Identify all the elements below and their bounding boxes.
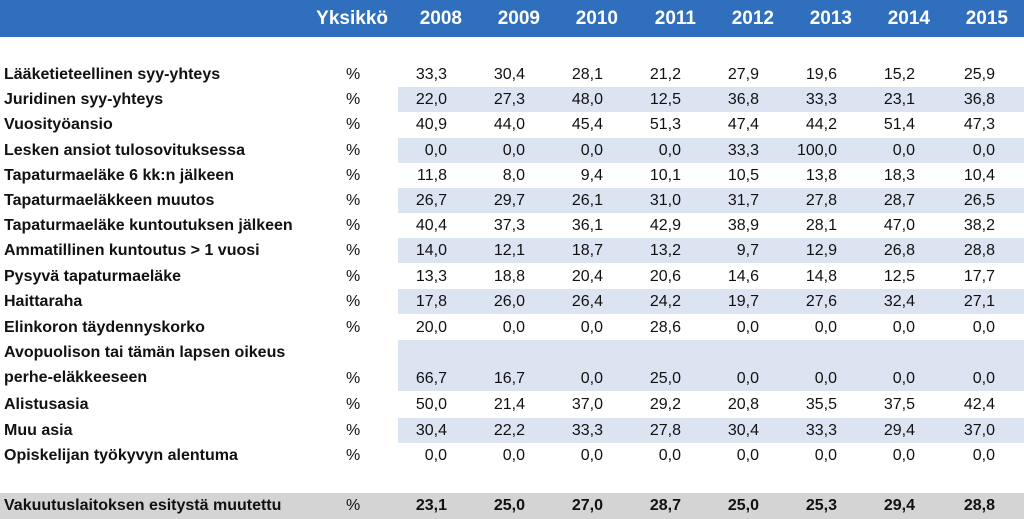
cell-value-2014: 0,0 xyxy=(892,370,915,387)
cell-value-2009: 16,7 xyxy=(493,370,525,387)
row-label: Tapaturmaeläke 6 kk:n jälkeen xyxy=(4,167,235,184)
year-header-2013: 2013 xyxy=(809,8,852,29)
row-unit: % xyxy=(346,497,361,514)
cell-value-2010: 27,0 xyxy=(571,497,603,514)
cell-value-2014: 29,4 xyxy=(883,422,915,439)
table-row xyxy=(0,62,1024,87)
row-unit: % xyxy=(346,422,361,439)
cell-value-2009: 18,8 xyxy=(493,268,525,285)
cell-value-2013: 0,0 xyxy=(814,447,837,464)
row-label-continued: perhe-eläkkeeseen xyxy=(4,369,148,386)
cell-value-2014: 0,0 xyxy=(892,142,915,159)
row-label: Alistusasia xyxy=(4,396,89,413)
cell-value-2011: 31,0 xyxy=(649,192,681,209)
cell-value-2010: 18,7 xyxy=(571,242,603,259)
cell-value-2010: 48,0 xyxy=(571,91,603,108)
cell-value-2011: 27,8 xyxy=(649,422,681,439)
row-label: Opiskelijan työkyvyn alentuma xyxy=(4,447,238,464)
row-unit: % xyxy=(346,142,361,159)
row-label: Lesken ansiot tulosovituksessa xyxy=(4,142,245,159)
cell-value-2009: 0,0 xyxy=(502,447,525,464)
cell-value-2014: 28,7 xyxy=(883,192,915,209)
cell-value-2008: 17,8 xyxy=(415,293,447,310)
cell-value-2013: 100,0 xyxy=(796,142,837,159)
table-row xyxy=(0,112,1024,137)
cell-value-2012: 0,0 xyxy=(736,319,759,336)
cell-value-2008: 26,7 xyxy=(415,192,447,209)
cell-value-2013: 0,0 xyxy=(814,370,837,387)
cell-value-2011: 0,0 xyxy=(658,142,681,159)
cell-value-2011: 24,2 xyxy=(649,293,681,310)
cell-value-2013: 33,3 xyxy=(805,91,837,108)
cell-value-2014: 37,5 xyxy=(883,396,915,413)
cell-value-2014: 18,3 xyxy=(883,167,915,184)
cell-value-2011: 28,7 xyxy=(649,497,681,514)
row-unit: % xyxy=(346,116,361,133)
row-label: Pysyvä tapaturmaeläke xyxy=(4,268,181,285)
table-row xyxy=(0,87,1024,112)
cell-value-2008: 40,9 xyxy=(415,116,447,133)
table-row xyxy=(0,315,1024,340)
cell-value-2011: 28,6 xyxy=(649,319,681,336)
cell-value-2009: 30,4 xyxy=(493,66,525,83)
row-label: Lääketieteellinen syy-yhteys xyxy=(4,66,221,83)
row-unit: % xyxy=(346,293,361,310)
cell-value-2014: 12,5 xyxy=(883,268,915,285)
cell-value-2008: 11,8 xyxy=(417,167,447,184)
cell-value-2015: 0,0 xyxy=(972,142,995,159)
row-label: Muu asia xyxy=(4,422,73,439)
cell-value-2012: 33,3 xyxy=(727,142,759,159)
cell-value-2009: 44,0 xyxy=(493,116,525,133)
cell-value-2014: 29,4 xyxy=(883,497,915,514)
cell-value-2013: 35,5 xyxy=(805,396,837,413)
cell-value-2009: 27,3 xyxy=(493,91,525,108)
cell-value-2010: 36,1 xyxy=(571,217,603,234)
cell-value-2015: 28,8 xyxy=(963,497,995,514)
row-label: Vakuutuslaitoksen esitystä muutettu xyxy=(4,497,282,514)
cell-value-2008: 0,0 xyxy=(424,142,447,159)
cell-value-2012: 27,9 xyxy=(727,66,759,83)
cell-value-2013: 27,6 xyxy=(805,293,837,310)
cell-value-2015: 26,5 xyxy=(963,192,995,209)
row-unit: % xyxy=(346,370,361,387)
year-header-2015: 2015 xyxy=(965,8,1008,29)
table-row xyxy=(0,138,1024,163)
cell-value-2008: 22,0 xyxy=(415,91,447,108)
table-row xyxy=(0,392,1024,417)
row-unit: % xyxy=(346,268,361,285)
cell-value-2010: 0,0 xyxy=(580,370,603,387)
cell-value-2015: 0,0 xyxy=(972,447,995,464)
year-header-2012: 2012 xyxy=(731,8,774,29)
total-row xyxy=(0,493,1024,519)
table-row xyxy=(0,418,1024,443)
cell-value-2015: 17,7 xyxy=(963,268,995,285)
year-header-2009: 2009 xyxy=(497,8,540,29)
cell-value-2009: 22,2 xyxy=(493,422,525,439)
row-label: Tapaturmaeläke kuntoutuksen jälkeen xyxy=(4,217,293,234)
cell-value-2010: 45,4 xyxy=(571,116,603,133)
cell-value-2012: 0,0 xyxy=(736,370,759,387)
row-label: Tapaturmaeläkkeen muutos xyxy=(4,192,215,209)
cell-value-2008: 50,0 xyxy=(415,396,447,413)
cell-value-2009: 0,0 xyxy=(502,142,525,159)
cell-value-2012: 25,0 xyxy=(727,497,759,514)
cell-value-2009: 29,7 xyxy=(493,192,525,209)
row-unit: % xyxy=(346,447,361,464)
row-label: Ammatillinen kuntoutus > 1 vuosi xyxy=(4,242,260,259)
table-row xyxy=(0,238,1024,263)
cell-value-2010: 0,0 xyxy=(580,447,603,464)
cell-value-2010: 20,4 xyxy=(571,268,603,285)
cell-value-2011: 13,2 xyxy=(649,242,681,259)
cell-value-2009: 0,0 xyxy=(502,319,525,336)
year-header-2010: 2010 xyxy=(575,8,618,29)
cell-value-2011: 12,5 xyxy=(649,91,681,108)
cell-value-2014: 0,0 xyxy=(892,319,915,336)
cell-value-2014: 26,8 xyxy=(883,242,915,259)
cell-value-2015: 25,9 xyxy=(963,66,995,83)
cell-value-2012: 47,4 xyxy=(727,116,759,133)
cell-value-2012: 20,8 xyxy=(727,396,759,413)
cell-value-2009: 37,3 xyxy=(493,217,525,234)
year-header-2008: 2008 xyxy=(419,8,462,29)
cell-value-2011: 10,1 xyxy=(649,167,681,184)
row-label: Juridinen syy-yhteys xyxy=(4,91,164,108)
cell-value-2011: 20,6 xyxy=(649,268,681,285)
cell-value-2008: 0,0 xyxy=(424,447,447,464)
cell-value-2009: 25,0 xyxy=(493,497,525,514)
cell-value-2009: 12,1 xyxy=(493,242,525,259)
cell-value-2014: 51,4 xyxy=(883,116,915,133)
cell-value-2013: 28,1 xyxy=(805,217,837,234)
row-unit: % xyxy=(346,396,361,413)
cell-value-2015: 0,0 xyxy=(972,370,995,387)
cell-value-2011: 42,9 xyxy=(649,217,681,234)
cell-value-2015: 37,0 xyxy=(963,422,995,439)
row-label: Haittaraha xyxy=(4,293,83,310)
cell-value-2010: 0,0 xyxy=(580,142,603,159)
row-unit: % xyxy=(346,242,361,259)
table-row xyxy=(0,340,1024,391)
cell-value-2012: 36,8 xyxy=(727,91,759,108)
table-row xyxy=(0,213,1024,238)
cell-value-2015: 38,2 xyxy=(963,217,995,234)
cell-value-2011: 29,2 xyxy=(649,396,681,413)
year-header-2011: 2011 xyxy=(654,8,696,29)
table-row xyxy=(0,264,1024,289)
row-unit: % xyxy=(346,91,361,108)
cell-value-2012: 31,7 xyxy=(727,192,759,209)
unit-column-header: Yksikkö xyxy=(316,8,388,29)
cell-value-2010: 33,3 xyxy=(571,422,603,439)
cell-value-2012: 19,7 xyxy=(727,293,759,310)
cell-value-2008: 66,7 xyxy=(415,370,447,387)
cell-value-2010: 9,4 xyxy=(580,167,603,184)
cell-value-2008: 23,1 xyxy=(415,497,447,514)
row-unit: % xyxy=(346,192,361,209)
cell-value-2010: 37,0 xyxy=(571,396,603,413)
cell-value-2012: 0,0 xyxy=(736,447,759,464)
cell-value-2012: 38,9 xyxy=(727,217,759,234)
cell-value-2008: 30,4 xyxy=(415,422,447,439)
cell-value-2013: 19,6 xyxy=(805,66,837,83)
cell-value-2013: 0,0 xyxy=(814,319,837,336)
cell-value-2008: 33,3 xyxy=(415,66,447,83)
cell-value-2013: 33,3 xyxy=(805,422,837,439)
cell-value-2014: 32,4 xyxy=(883,293,915,310)
cell-value-2013: 13,8 xyxy=(805,167,837,184)
cell-value-2008: 20,0 xyxy=(415,319,447,336)
cell-value-2010: 26,4 xyxy=(571,293,603,310)
row-label: Elinkoron täydennyskorko xyxy=(4,319,205,336)
row-label: Avopuolison tai tämän lapsen oikeus xyxy=(4,344,286,361)
cell-value-2012: 9,7 xyxy=(736,242,759,259)
cell-value-2011: 0,0 xyxy=(658,447,681,464)
table-header xyxy=(0,0,1024,37)
cell-value-2013: 14,8 xyxy=(805,268,837,285)
cell-value-2015: 36,8 xyxy=(963,91,995,108)
table-row xyxy=(0,163,1024,188)
cell-value-2015: 0,0 xyxy=(972,319,995,336)
year-header-2014: 2014 xyxy=(887,8,930,29)
cell-value-2010: 26,1 xyxy=(571,192,603,209)
cell-value-2015: 47,3 xyxy=(963,116,995,133)
table-row xyxy=(0,188,1024,213)
row-label: Vuosityöansio xyxy=(4,116,113,133)
cell-value-2009: 8,0 xyxy=(502,167,525,184)
cell-value-2013: 44,2 xyxy=(805,116,837,133)
cell-value-2012: 14,6 xyxy=(727,268,759,285)
cell-value-2011: 51,3 xyxy=(649,116,681,133)
cell-value-2008: 40,4 xyxy=(415,217,447,234)
table-row xyxy=(0,443,1024,468)
row-unit: % xyxy=(346,319,361,336)
cell-value-2010: 28,1 xyxy=(571,66,603,83)
cell-value-2014: 47,0 xyxy=(883,217,915,234)
cell-value-2014: 0,0 xyxy=(892,447,915,464)
row-unit: % xyxy=(346,66,361,83)
row-unit: % xyxy=(346,217,361,234)
cell-value-2013: 25,3 xyxy=(805,497,837,514)
cell-value-2008: 14,0 xyxy=(415,242,447,259)
cell-value-2015: 42,4 xyxy=(963,396,995,413)
cell-value-2009: 21,4 xyxy=(493,396,525,413)
cell-value-2011: 21,2 xyxy=(649,66,681,83)
cell-value-2008: 13,3 xyxy=(415,268,447,285)
cell-value-2015: 27,1 xyxy=(963,293,995,310)
cell-value-2010: 0,0 xyxy=(580,319,603,336)
cell-value-2015: 10,4 xyxy=(963,167,995,184)
cell-value-2009: 26,0 xyxy=(493,293,525,310)
cell-value-2011: 25,0 xyxy=(649,370,681,387)
cell-value-2012: 10,5 xyxy=(727,167,759,184)
cell-value-2013: 12,9 xyxy=(805,242,837,259)
cell-value-2013: 27,8 xyxy=(805,192,837,209)
table-row xyxy=(0,289,1024,314)
cell-value-2015: 28,8 xyxy=(963,242,995,259)
row-unit: % xyxy=(346,167,361,184)
cell-value-2012: 30,4 xyxy=(727,422,759,439)
cell-value-2014: 15,2 xyxy=(883,66,915,83)
cell-value-2014: 23,1 xyxy=(883,91,915,108)
